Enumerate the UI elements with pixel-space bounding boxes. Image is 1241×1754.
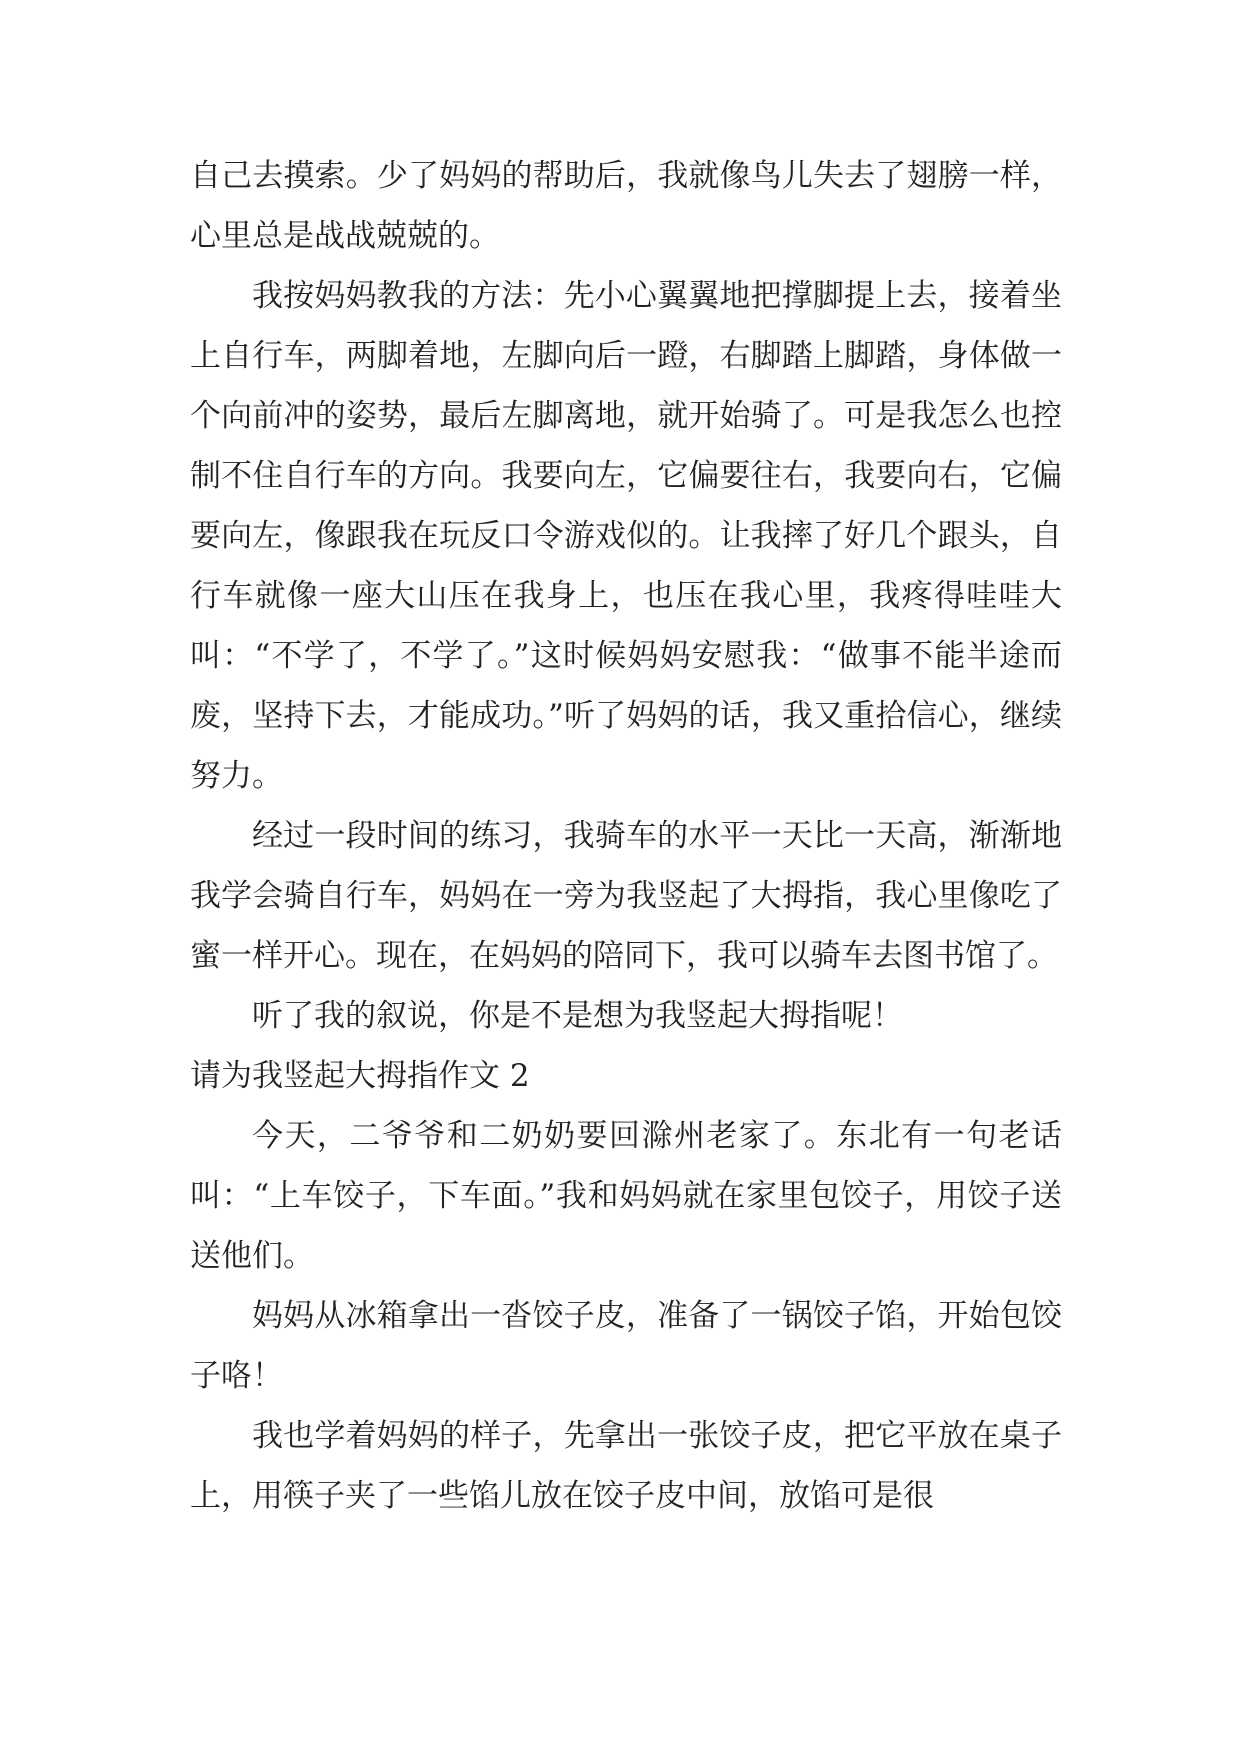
- essay-heading: 请为我竖起大拇指作文 2: [190, 1058, 530, 1094]
- paragraph-bike-method: 我按妈妈教我的方法：先小心翼翼地把撑脚提上去，接着坐上自行车，两脚着地，左脚向后一蹬，右脚踏上脚踏，身体做一个向前冲的姿势，最后左脚离地，就开始骑了。可是我怎么也控制不住自行车的方向。我要向左，它偏要往右，我要向右，它偏要向左，像跟我在玩反口令游戏似的。让我摔了好几个跟头，自行车就像一座大山压在我身上，也压在我心里，我疼得哇哇大叫：“不学了，不学了。”这时候妈妈安慰我：“做事不能半途而废，坚持下去，才能成功。”听了妈妈的话，我又重拾信心，继续努力。: [190, 278, 1062, 794]
- document-body: [190, 146, 1062, 1526]
- paragraph-continuation: 自己去摸索。少了妈妈的帮助后，我就像鸟儿失去了翅膀一样，心里总是战战兢兢的。: [190, 158, 1062, 254]
- paragraph-dumplings-prep: 妈妈从冰箱拿出一沓饺子皮，准备了一锅饺子馅，开始包饺子咯！: [190, 1298, 1062, 1394]
- paragraph-dumplings-making: 我也学着妈妈的样子，先拿出一张饺子皮，把它平放在桌子上，用筷子夹了一些馅儿放在饺子皮中间，放馅可是很: [190, 1418, 1062, 1514]
- paragraph-dumplings-intro: 今天，二爷爷和二奶奶要回滁州老家了。东北有一句老话叫：“上车饺子，下车面。”我和妈妈就在家里包饺子，用饺子送送他们。: [190, 1118, 1062, 1274]
- paragraph-bike-progress: 经过一段时间的练习，我骑车的水平一天比一天高，渐渐地我学会骑自行车，妈妈在一旁为我竖起了大拇指，我心里像吃了蜜一样开心。现在，在妈妈的陪同下，我可以骑车去图书馆了。: [190, 818, 1062, 974]
- paragraph-thumbs-up: 听了我的叙说，你是不是想为我竖起大拇指呢！: [252, 998, 903, 1034]
